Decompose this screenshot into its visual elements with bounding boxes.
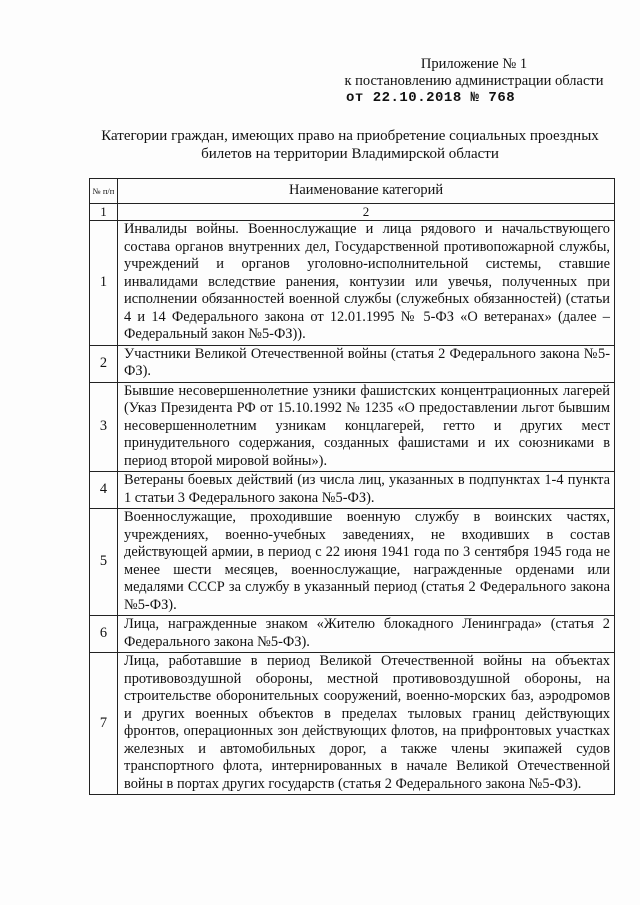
row-category: Лица, работавшие в период Великой Отечественной войны на объектах противовоздушной обороны, местной противовоздушной обороны, на строительстве оборонительных сооружений, военно-морских баз, аэродромов и других военных объектов в пределах тыловых границ действующих фронтов, операционных зон действующих флотов, на прифронтовых участках железных и автомобильных дорог, а также члены экипажей судов транспортного флота, интернированных в начале Великой Отечественной войны в портах других государств (статья 2 Федерального закона №5-ФЗ).	[118, 653, 615, 795]
row-number: 1	[90, 221, 118, 346]
row-category: Военнослужащие, проходившие военную службу в воинских частях, учреждениях, военно-учебных заведениях, не входивших в состав действующей армии, в период с 22 июня 1941 года по 3 сентября 1945 года не менее шести месяцев, военнослужащие, награжденные орденами или медалями СССР за службу в указанный период (статья 2 Федерального закона №5-ФЗ).	[118, 509, 615, 616]
appendix-title: Приложение № 1	[420, 56, 528, 72]
row-category: Лица, награжденные знаком «Жителю блокадного Ленинграда» (статья 2 Федерального закона №5-ФЗ).	[118, 616, 615, 653]
table-row	[90, 345, 615, 382]
row-category: Участники Великой Отечественной войны (статья 2 Федерального закона №5-ФЗ).	[118, 345, 615, 382]
table-row	[90, 509, 615, 616]
index-cell: 1	[90, 204, 118, 221]
index-cell: 2	[118, 204, 615, 221]
appendix-date-stamp: от 22.10.2018 № 768	[346, 90, 516, 106]
table-header-row	[90, 179, 615, 204]
categories-table	[89, 178, 615, 795]
appendix-header	[340, 56, 608, 107]
row-number: 6	[90, 616, 118, 653]
row-number: 4	[90, 472, 118, 509]
header-category-name: Наименование категорий	[118, 179, 615, 204]
row-number: 2	[90, 345, 118, 382]
header-number: № п/п	[90, 179, 118, 204]
document-title: Категории граждан, имеющих право на приобретение социальных проездных билетов на территории Владимирской области	[101, 128, 599, 162]
row-number: 7	[90, 653, 118, 795]
row-category: Ветераны боевых действий (из числа лиц, указанных в подпунктах 1-4 пункта 1 статьи 3 Федерального закона №5-ФЗ).	[118, 472, 615, 509]
table-row	[90, 221, 615, 346]
row-number: 5	[90, 509, 118, 616]
row-category: Бывшие несовершеннолетние узники фашистских концентрационных лагерей (Указ Президента РФ от 15.10.1992 № 1235 «О предоставлении льгот бывшим несовершеннолетним узникам концлагерей, гетто и других мест принудительного содержания, созданных фашистами и их союзниками в период второй мировой войны»).	[118, 382, 615, 472]
row-category: Инвалиды войны. Военнослужащие и лица рядового и начальствующего состава органов внутренних дел, Государственной противопожарной службы, учреждений и органов уголовно-исполнительной системы, ставшие инвалидами вследствие ранения, контузии или увечья, полученных при исполнении обязанностей военной службы (служебных обязанностей) (статьи 4 и 14 Федерального закона от 12.01.1995 № 5-ФЗ «О ветеранах» (далее – Федеральный закон №5-ФЗ)).	[118, 221, 615, 346]
table-row	[90, 616, 615, 653]
row-number: 3	[90, 382, 118, 472]
appendix-reference: к постановлению администрации области	[344, 73, 604, 89]
table-row	[90, 653, 615, 795]
table-row	[90, 472, 615, 509]
table-index-row	[90, 204, 615, 221]
table-row	[90, 382, 615, 472]
